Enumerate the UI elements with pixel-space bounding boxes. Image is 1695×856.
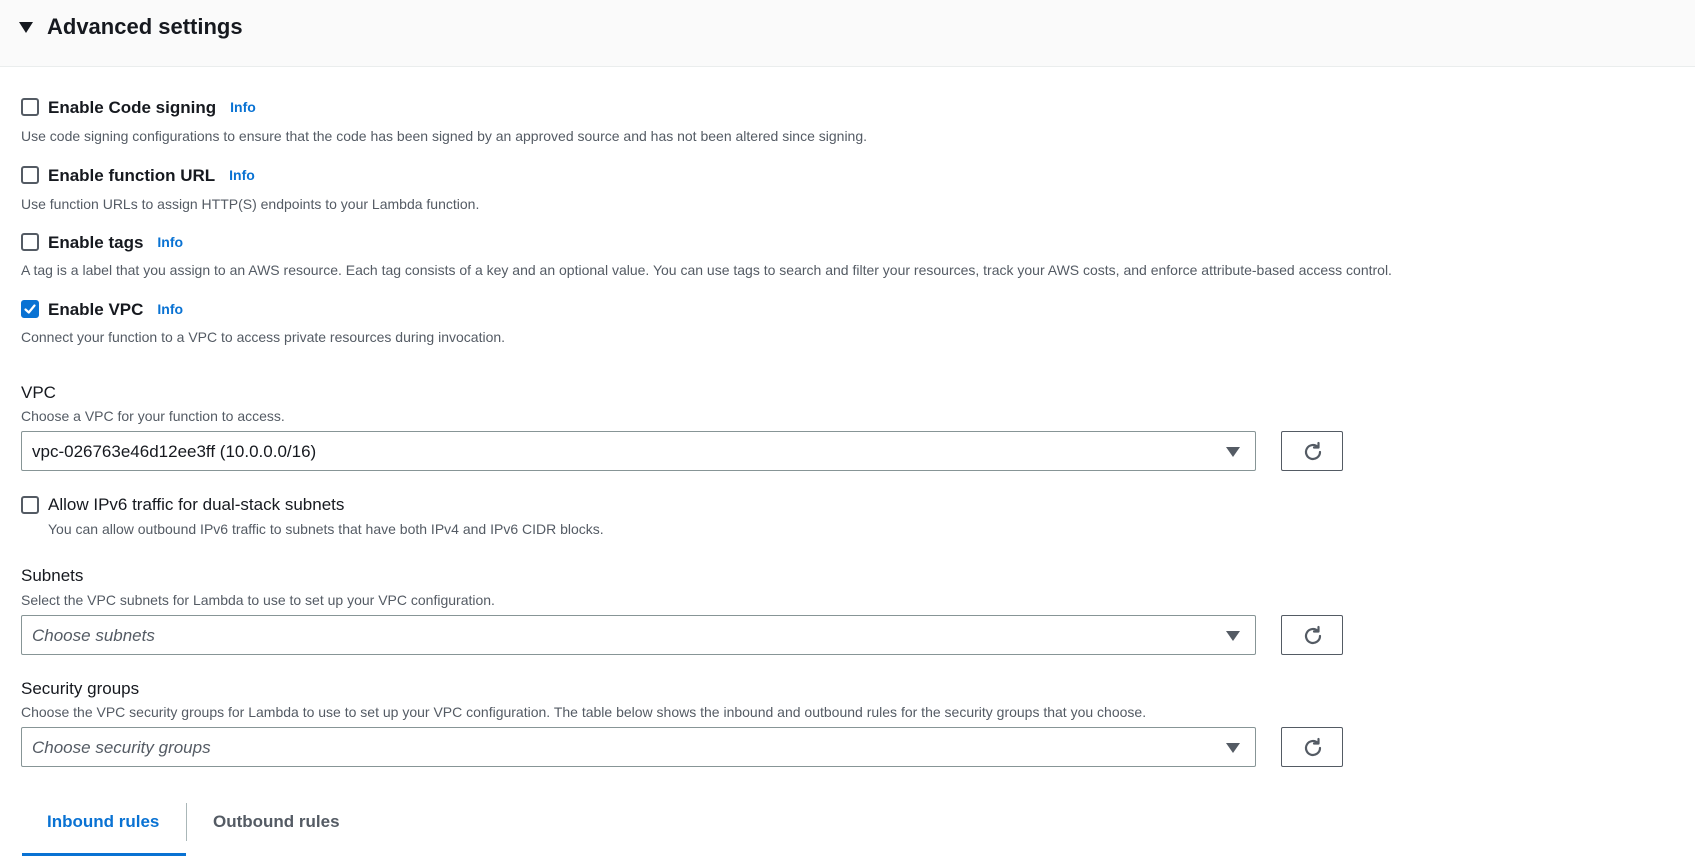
code-signing-checkbox[interactable] — [21, 98, 39, 116]
vpc-select-value: vpc-026763e46d12ee3ff (10.0.0.0/16) — [32, 442, 317, 461]
checkmark-icon — [23, 302, 37, 316]
function-url-label: Enable function URL — [48, 166, 216, 185]
vpc-checkbox[interactable] — [21, 300, 39, 318]
refresh-icon — [1301, 440, 1325, 464]
tags-checkbox[interactable] — [21, 233, 39, 251]
dropdown-arrow-icon — [1226, 631, 1240, 641]
vpc-option — [48, 299, 183, 320]
security-groups-select[interactable] — [21, 727, 1256, 767]
subnets-description: Select the VPC subnets for Lambda to use to set up your VPC configuration. — [21, 592, 495, 608]
vpc-field-label: VPC — [21, 383, 56, 402]
subnets-placeholder: Choose subnets — [32, 626, 155, 645]
refresh-icon — [1301, 736, 1325, 760]
tags-info-link[interactable]: Info — [157, 234, 184, 250]
function-url-description: Use function URLs to assign HTTP(S) endpoints to your Lambda function. — [21, 196, 480, 212]
subnets-select[interactable] — [21, 615, 1256, 655]
refresh-icon — [1301, 624, 1325, 648]
subnets-label: Subnets — [21, 566, 84, 585]
vpc-select[interactable] — [21, 431, 1256, 471]
subnets-refresh-button[interactable] — [1281, 615, 1343, 655]
security-groups-placeholder: Choose security groups — [32, 738, 211, 757]
vpc-refresh-button[interactable] — [1281, 431, 1343, 471]
tab-outbound-rules[interactable]: Outbound rules — [213, 812, 340, 831]
code-signing-label: Enable Code signing — [48, 98, 217, 117]
security-groups-refresh-button[interactable] — [1281, 727, 1343, 767]
tags-option — [48, 232, 183, 253]
vpc-field-description: Choose a VPC for your function to access. — [21, 408, 285, 424]
code-signing-info-link[interactable]: Info — [230, 99, 256, 115]
section-title: Advanced settings — [47, 14, 243, 39]
function-url-option — [48, 165, 255, 186]
code-signing-option — [48, 97, 256, 118]
dropdown-arrow-icon — [1226, 743, 1240, 753]
function-url-info-link[interactable]: Info — [229, 167, 255, 183]
security-groups-description: Choose the VPC security groups for Lambda to use to set up your VPC configuration. The table below shows the inbound and outbound rules for the security groups that you choose. — [21, 704, 1147, 720]
code-signing-description: Use code signing configurations to ensure that the code has been signed by an approved source and has not been altered since signing. — [21, 128, 868, 144]
function-url-checkbox[interactable] — [21, 166, 39, 184]
tab-inbound-rules[interactable]: Inbound rules — [47, 812, 160, 831]
ipv6-label: Allow IPv6 traffic for dual-stack subnets — [48, 495, 345, 514]
ipv6-checkbox[interactable] — [21, 496, 39, 514]
vpc-info-link[interactable]: Info — [157, 301, 184, 317]
vpc-option-label: Enable VPC — [48, 300, 144, 319]
vpc-option-description: Connect your function to a VPC to access private resources during invocation. — [21, 329, 506, 345]
dropdown-arrow-icon — [1226, 447, 1240, 457]
security-groups-label: Security groups — [21, 679, 140, 698]
tab-separator — [186, 803, 187, 841]
ipv6-description: You can allow outbound IPv6 traffic to subnets that have both IPv4 and IPv6 CIDR blocks. — [48, 521, 604, 537]
advanced-settings-header[interactable] — [0, 0, 1695, 67]
tags-description: A tag is a label that you assign to an AWS resource. Each tag consists of a key and an optional value. You can use tags to search and filter your resources, track your AWS costs, and enforce attribute-based access control. — [21, 262, 1392, 278]
caret-down-icon[interactable] — [19, 22, 33, 33]
tags-label: Enable tags — [48, 233, 144, 252]
